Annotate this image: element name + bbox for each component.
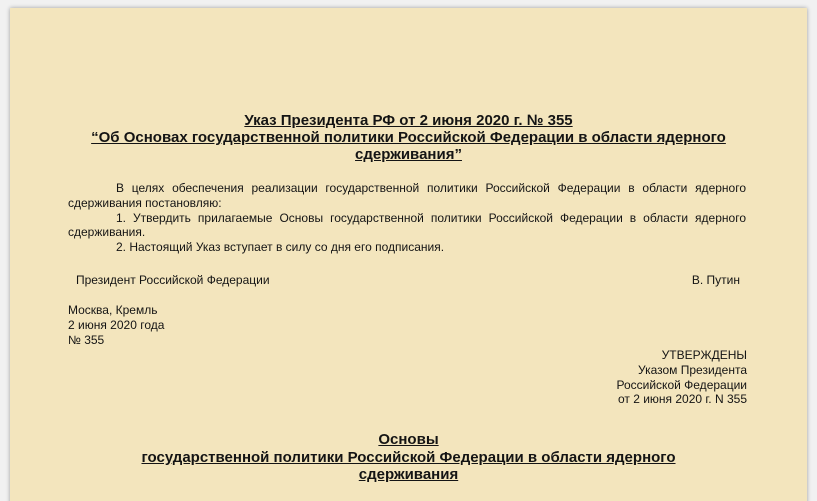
decree-subject-line2: сдерживания” bbox=[355, 146, 462, 163]
paragraph-item-1: 1. Утвердить прилагаемые Основы государственной политики Российской Федерации в области ядерного сдерживания. bbox=[68, 210, 746, 240]
document-heading-line3: сдерживания bbox=[358, 466, 459, 483]
document-page bbox=[10, 8, 807, 501]
signatory-title: Президент Российской Федерации bbox=[76, 273, 270, 287]
approval-line-4: от 2 июня 2020 г. N 355 bbox=[617, 392, 747, 407]
decree-subject-line1: “Об Основах государственной политики Российской Федерации в области ядерного bbox=[91, 129, 726, 146]
signing-date: 2 июня 2020 года bbox=[68, 318, 165, 332]
decree-body bbox=[68, 181, 746, 255]
paragraph-item-2: 2. Настоящий Указ вступает в силу со дня его подписания. bbox=[116, 240, 445, 255]
document-heading-line2: государственной политики Российской Федерации в области ядерного bbox=[141, 449, 676, 466]
approval-line-2: Указом Президента bbox=[637, 362, 747, 377]
decree-title: Указ Президента РФ от 2 июня 2020 г. № 355 bbox=[244, 112, 573, 129]
signatory-name: В. Путин bbox=[691, 273, 740, 287]
approval-line-3: Российской Федерации bbox=[616, 377, 747, 392]
approval-stamp bbox=[617, 348, 748, 407]
paragraph-preamble: В целях обеспечения реализации государственной политики Российской Федерации в области ядерного сдерживания постановляю: bbox=[68, 181, 746, 210]
decree-number: № 355 bbox=[68, 333, 105, 347]
signing-place: Москва, Кремль bbox=[68, 303, 158, 317]
document-heading: Основы bbox=[378, 431, 439, 448]
approval-line-1: УТВЕРЖДЕНЫ bbox=[661, 348, 747, 362]
